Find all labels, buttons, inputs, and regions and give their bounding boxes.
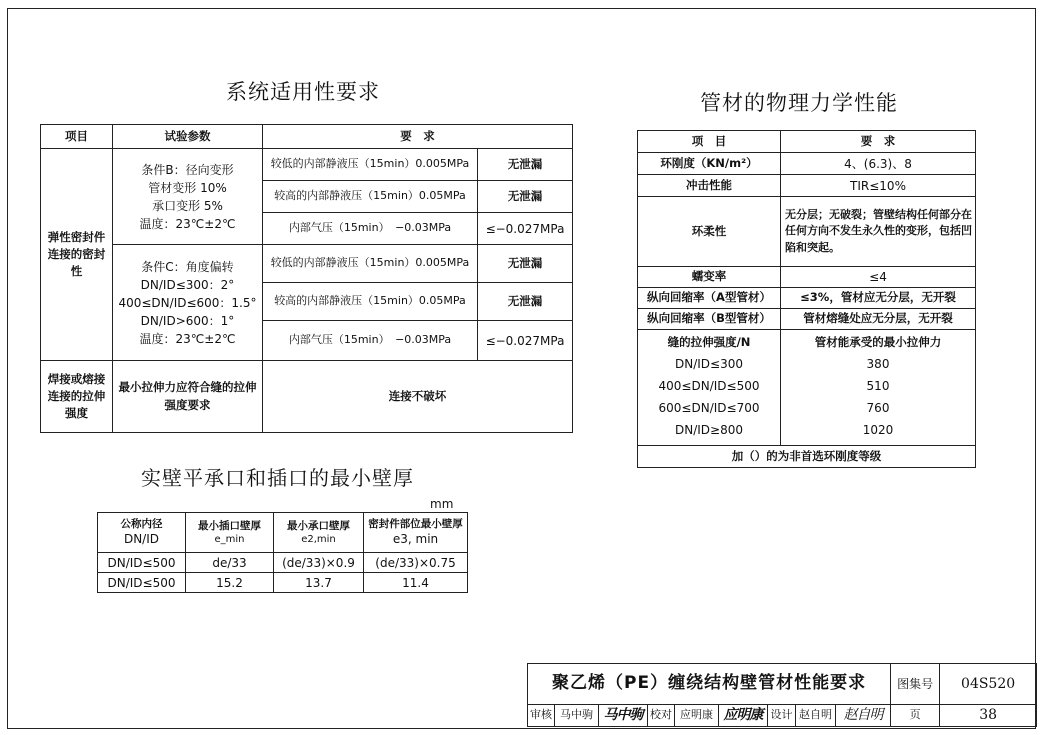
wall-cell: DN/ID≤500 [98, 553, 186, 573]
review-label: 审核 [528, 705, 555, 727]
tensile-value: 760 [866, 401, 890, 415]
tensile-items [638, 330, 781, 446]
wall-header-main: 公称内径 [120, 518, 163, 531]
condition-b-line: 管材变形 10% [148, 180, 227, 195]
header-item: 项目 [41, 125, 113, 149]
wall-header-spigot [186, 513, 274, 553]
wall-header-main: 最小承口壁厚 [287, 519, 350, 532]
checker-name: 应明康 [675, 705, 719, 727]
condition-c-line: DN/ID>600：1° [140, 313, 235, 328]
property-item: 冲击性能 [638, 175, 781, 197]
property-req: ≤3%，管材应无分层，无开裂 [781, 288, 976, 309]
title-block [527, 663, 1037, 727]
property-item: 环柔性 [638, 197, 781, 267]
drawing-title: 聚乙烯（PE）缠绕结构壁管材性能要求 [528, 664, 891, 705]
tensile-header-req: 管材能承受的最小拉伸力 [814, 335, 942, 349]
wall-cell: (de/33)×0.9 [274, 553, 364, 573]
wall-header-dn [98, 513, 186, 553]
tensile-dn: DN/ID≤300 [675, 357, 743, 371]
physical-note: 加（）的为非首选环刚度等级 [638, 446, 976, 468]
wall-cell: (de/33)×0.75 [364, 553, 468, 573]
wall-header-sub: e2,min [301, 533, 336, 545]
wall-thickness-table [97, 512, 468, 593]
property-item: 纵向回缩率（B型管材） [638, 309, 781, 330]
test-requirement: 无泄漏 [478, 181, 573, 213]
system-section-title: 系统适用性要求 [226, 80, 380, 104]
condition-c-line: 条件C：角度偏转 [141, 259, 234, 274]
weld-requirement: 连接不破坏 [263, 361, 573, 433]
test-name: 较低的内部静液压（15min）0.005MPa [263, 245, 478, 283]
reviewer-signature: 马中驹 [599, 705, 648, 727]
designer-name: 赵自明 [796, 705, 836, 727]
condition-b-line: 条件B：径向变形 [141, 162, 234, 177]
wall-cell: de/33 [186, 553, 274, 573]
physical-section-title: 管材的物理力学性能 [700, 91, 898, 115]
weld-param: 最小拉伸力应符合缝的拉伸强度要求 [113, 361, 263, 433]
property-req: 无分层；无破裂；管壁结构任何部分在任何方向不发生永久性的变形，包括凹陷和突起。 [781, 197, 976, 267]
page-number: 38 [940, 705, 1037, 727]
condition-c-line: 温度：23℃±2℃ [139, 331, 236, 346]
reviewer-name: 马中驹 [555, 705, 599, 727]
property-req: 4、(6.3)、8 [781, 153, 976, 175]
test-name: 内部气压（15min） −0.03MPa [263, 321, 478, 361]
design-label: 设计 [768, 705, 796, 727]
tensile-value: 380 [866, 357, 890, 371]
test-name: 内部气压（15min） −0.03MPa [263, 213, 478, 245]
property-item: 蠕变率 [638, 267, 781, 288]
property-req: ≤4 [781, 267, 976, 288]
test-requirement: 无泄漏 [478, 245, 573, 283]
test-name: 较低的内部静液压（15min）0.005MPa [263, 149, 478, 181]
weld-item: 焊接或熔接连接的拉伸强度 [41, 361, 113, 433]
condition-b-line: 温度：23℃±2℃ [139, 216, 236, 231]
property-item: 纵向回缩率（A型管材） [638, 288, 781, 309]
elastic-seal-item: 弹性密封件连接的密封性 [41, 149, 113, 361]
wall-cell: 13.7 [274, 573, 364, 593]
atlas-label: 图集号 [891, 664, 940, 705]
wall-cell: DN/ID≤500 [98, 573, 186, 593]
tensile-header-item: 缝的拉伸强度/N [667, 335, 751, 349]
designer-signature: 赵自明 [836, 705, 891, 727]
wall-unit: mm [430, 497, 454, 511]
wall-header-socket [274, 513, 364, 553]
property-req: TIR≤10% [781, 175, 976, 197]
property-item: 环刚度（KN/m²） [638, 153, 781, 175]
wall-header-sub: e3, min [392, 532, 439, 547]
wall-header-seal [364, 513, 468, 553]
tensile-dn: 600≤DN/ID≤700 [658, 401, 760, 415]
physical-header-req: 要 求 [781, 131, 976, 153]
test-requirement: 无泄漏 [478, 149, 573, 181]
test-name: 较高的内部静液压（15min）0.05MPa [263, 181, 478, 213]
test-requirement: ≤−0.027MPa [478, 321, 573, 361]
property-req: 管材熔缝处应无分层，无开裂 [781, 309, 976, 330]
wall-header-sub: DN/ID [123, 532, 160, 547]
system-requirements-table [40, 124, 573, 433]
wall-header-main: 密封件部位最小壁厚 [368, 518, 463, 531]
tensile-value: 1020 [862, 423, 894, 437]
wall-section-title: 实壁平承口和插口的最小壁厚 [141, 466, 414, 490]
header-param: 试验参数 [113, 125, 263, 149]
check-label: 校对 [648, 705, 675, 727]
wall-cell: 15.2 [186, 573, 274, 593]
tensile-dn: 400≤DN/ID≤500 [658, 379, 760, 393]
tensile-dn: DN/ID≥800 [675, 423, 743, 437]
page-label: 页 [891, 705, 940, 727]
tensile-value: 510 [866, 379, 890, 393]
wall-header-sub: e_min [214, 533, 245, 545]
test-requirement: 无泄漏 [478, 283, 573, 321]
wall-header-main: 最小插口壁厚 [198, 519, 261, 532]
condition-c [113, 245, 263, 361]
header-requirement: 要 求 [263, 125, 573, 149]
physical-properties-table [637, 130, 976, 468]
condition-c-line: 400≤DN/ID≤600：1.5° [118, 295, 257, 310]
condition-b [113, 149, 263, 245]
test-requirement: ≤−0.027MPa [478, 213, 573, 245]
wall-cell: 11.4 [364, 573, 468, 593]
test-name: 较高的内部静液压（15min）0.05MPa [263, 283, 478, 321]
tensile-values [781, 330, 976, 446]
checker-signature: 应明康 [719, 705, 768, 727]
physical-header-item: 项 目 [638, 131, 781, 153]
atlas-number: 04S520 [940, 664, 1037, 705]
condition-b-line: 承口变形 5% [152, 198, 223, 213]
condition-c-line: DN/ID≤300：2° [140, 277, 235, 292]
